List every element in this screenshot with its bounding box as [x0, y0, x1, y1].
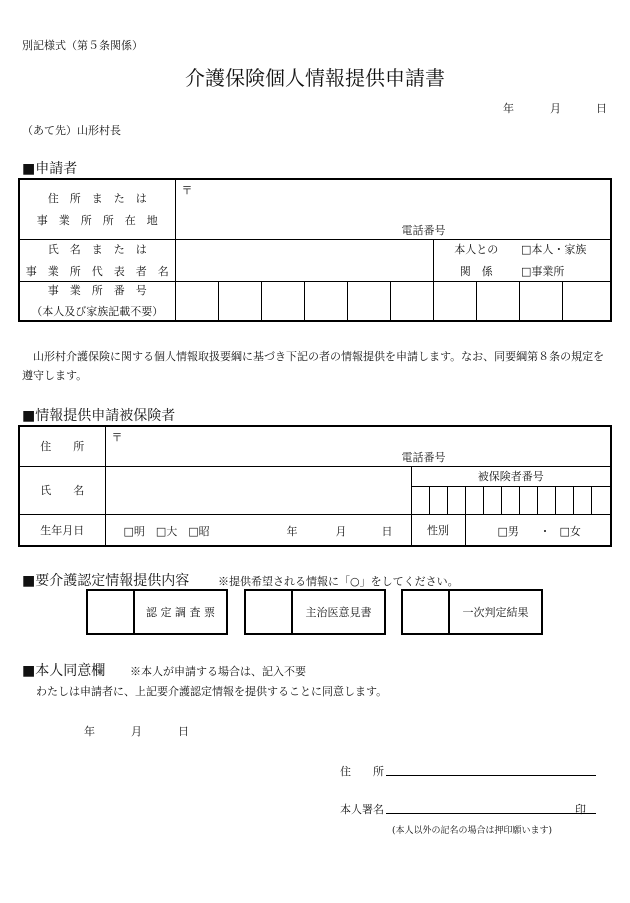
birth-day: 日 [381, 524, 393, 538]
office-number-digit[interactable] [218, 281, 261, 321]
office-number-digit[interactable] [261, 281, 304, 321]
sex-field [465, 514, 611, 546]
office-number-digit[interactable] [347, 281, 390, 321]
option-survey-label: 認 定 調 査 票 [146, 606, 215, 619]
signature-footnote: (本人以外の記名の場合は押印願います) [392, 826, 553, 836]
insured-postal-mark: 〒 [111, 431, 123, 444]
insured-number-label: 被保険者番号 [411, 466, 611, 486]
address-label-cell [19, 179, 175, 239]
office-number-digit[interactable] [175, 281, 218, 321]
applicant-section-title: ■申請者 [22, 161, 78, 177]
insured-number-digit[interactable] [501, 486, 519, 514]
consent-note: ※本人が申請する場合は、記入不要 [130, 665, 306, 678]
insured-number-digit[interactable] [573, 486, 591, 514]
birth-label: 生年月日 [19, 514, 105, 546]
office-number-digit[interactable] [433, 281, 476, 321]
office-number-digit[interactable] [304, 281, 347, 321]
option-judgment-label: 一次判定結果 [462, 606, 529, 619]
option-doctor-label: 主治医意見書 [305, 606, 372, 619]
birth-month: 月 [335, 524, 347, 538]
insured-number-digit[interactable] [447, 486, 465, 514]
applicant-name-field[interactable] [175, 239, 433, 281]
insured-name-label: 氏 名 [19, 466, 105, 514]
office-number-digit[interactable] [519, 281, 562, 321]
option-mark-area[interactable] [246, 591, 293, 633]
insured-table [18, 425, 612, 547]
office-number-digit[interactable] [476, 281, 519, 321]
page-title: 介護保険個人情報提供申請書 [185, 66, 445, 90]
postal-mark: 〒 [181, 184, 193, 197]
insured-number-digit[interactable] [591, 486, 611, 514]
insured-number-digit[interactable] [411, 486, 429, 514]
consent-text: わたしは申請者に、上記要介護認定情報を提供することに同意します。 [36, 685, 388, 698]
signature-line[interactable] [386, 813, 596, 814]
header-year: 年 [503, 102, 514, 115]
relation-option-family-checkbox[interactable]: □本人・家族 [521, 243, 587, 256]
address-label-line1: 住 所 ま た は [47, 192, 147, 206]
sex-label: 性別 [411, 514, 465, 546]
consent-day: 日 [178, 725, 189, 738]
insured-number-digit[interactable] [465, 486, 483, 514]
consent-address-label: 住 所 [340, 765, 384, 778]
office-number-label-cell [19, 281, 175, 321]
signature-label: 本人署名 [340, 803, 384, 816]
consent-section-title: ■本人同意欄 [22, 663, 106, 679]
address-label-line2: 事 業 所 所 在 地 [36, 214, 158, 228]
option-mark-area[interactable] [88, 591, 135, 633]
relation-options-cell [519, 239, 611, 281]
content-note: ※提供希望される情報に「○」をしてください。 [218, 575, 459, 588]
applicant-table [18, 178, 612, 322]
office-number-digit[interactable] [390, 281, 433, 321]
header-day: 日 [596, 102, 607, 115]
insured-number-digit[interactable] [519, 486, 537, 514]
office-number-label-line2: （本人及び家族記載不要） [31, 305, 164, 319]
form-reference: 別記様式（第５条関係） [22, 39, 143, 52]
insured-address-label: 住 所 [19, 426, 105, 466]
applicant-address-field[interactable] [175, 179, 611, 239]
insured-name-field[interactable] [105, 466, 411, 514]
option-survey-form[interactable] [86, 589, 228, 635]
applicant-phone-label: 電話番号 [401, 224, 446, 237]
insured-number-digit[interactable] [555, 486, 573, 514]
birth-date-field[interactable] [105, 514, 411, 546]
content-section-title: ■要介護認定情報提供内容 [22, 573, 190, 589]
insured-number-digit[interactable] [483, 486, 501, 514]
name-label-cell [19, 239, 175, 281]
name-label-line2: 事 業 所 代 表 者 名 [25, 265, 169, 278]
relation-label-line1: 本人との [454, 243, 499, 256]
seal-mark: 印 [575, 803, 586, 816]
option-primary-judgment[interactable] [401, 589, 543, 635]
consent-address-line[interactable] [386, 775, 596, 776]
office-number-digit[interactable] [562, 281, 611, 321]
relation-label-cell [433, 239, 519, 281]
consent-year: 年 [84, 725, 95, 738]
era-options-checkboxes[interactable]: □明 □大 □昭 [123, 524, 210, 538]
relation-label-line2: 関 係 [459, 265, 493, 278]
insured-address-field[interactable] [105, 426, 611, 466]
relation-option-office-checkbox[interactable]: □事業所 [521, 265, 565, 278]
insured-section-title: ■情報提供申請被保険者 [22, 408, 176, 424]
name-label-line1: 氏 名 ま た は [47, 243, 147, 256]
insured-number-digit[interactable] [429, 486, 447, 514]
addressee: （あて先）山形村長 [22, 124, 121, 137]
option-doctor-opinion[interactable] [244, 589, 386, 635]
option-mark-area[interactable] [403, 591, 450, 633]
statement-text: 山形村介護保険に関する個人情報取扱要綱に基づき下記の者の情報提供を申請します。なお、同要綱第８条の規定を遵守します。 [22, 350, 605, 382]
sex-separator: ・ [539, 524, 551, 538]
insured-number-digit[interactable] [537, 486, 555, 514]
sex-male-checkbox[interactable]: □男 [497, 524, 519, 538]
birth-year: 年 [286, 524, 298, 538]
insured-phone-label: 電話番号 [401, 451, 446, 464]
consent-month: 月 [131, 725, 142, 738]
sex-female-checkbox[interactable]: □女 [559, 524, 581, 538]
header-month: 月 [550, 102, 561, 115]
office-number-label-line1: 事 業 所 番 号 [47, 284, 147, 298]
